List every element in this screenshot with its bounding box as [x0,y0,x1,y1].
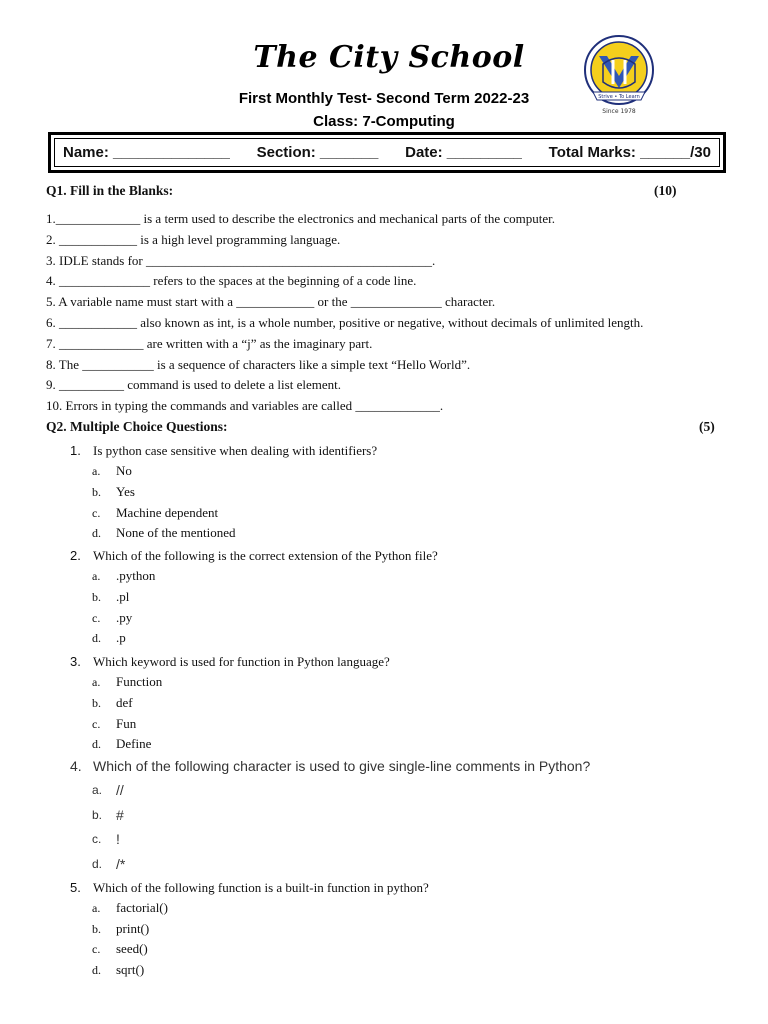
mcq-question: Is python case sensitive when dealing with identifiers? [93,443,378,458]
fill-item-2: 2. ____________ is a high level programming language. [46,231,341,247]
fill-item-5: 5. A variable name must start with a ____________ or the ______________ character. [46,294,496,310]
option-text: Machine dependent [116,504,219,520]
mcq-4 [70,754,590,876]
fill-item-7: 7. _____________ are written with a “j” as the imaginary part. [46,335,373,351]
q1-marks: (10) [654,183,677,198]
option-letter: d. [92,856,103,871]
fill-item-10: 10. Errors in typing the commands and variables are called _____________. [46,398,444,414]
option-text: # [116,806,124,823]
option-letter: d. [92,526,101,541]
mcq-3 [70,651,390,755]
section-field[interactable]: Section: _______ [256,144,379,161]
option-letter: a. [92,901,101,915]
option-letter: c. [92,610,101,625]
q2-marks: (5) [699,419,715,434]
option-text: No [116,463,132,478]
option-text: seed() [116,941,148,956]
option-letter: b. [92,807,103,822]
option-text: Define [116,736,152,752]
mcq-number: 1. [70,443,81,458]
date-field[interactable]: Date: _________ [405,144,522,161]
fill-blanks-list [46,209,736,417]
option-text: def [116,694,133,710]
fill-item-3: 3. IDLE stands for ____________________________________________. [46,252,436,268]
fill-item-6: 6. ____________ also known as int, is a whole number, positive or negative, without decimals of unlimited length. [46,314,644,330]
option-letter: c. [92,832,102,846]
option-letter: c. [92,505,101,520]
option-text: Function [116,674,163,689]
option-text: .p [116,630,126,646]
class-title: Class: 7-Computing [313,113,455,130]
option-text: .pl [116,588,130,604]
logo-motto: Strive • To Learn [598,94,640,100]
option-text: Yes [116,483,135,499]
q1-heading: Q1. Fill in the Blanks: [46,183,174,198]
mcq-2 [70,545,438,649]
option-letter: d. [92,631,101,646]
mcq-number: 2. [70,548,81,563]
option-letter: b. [92,695,101,710]
mcq-1 [70,440,377,544]
option-letter: a. [92,675,101,689]
option-text: print() [116,920,150,936]
fill-item-1: 1._____________ is a term used to describe the electronics and mechanical parts of the computer. [46,211,556,226]
option-letter: b. [92,589,101,604]
student-info-box [48,132,726,173]
option-text: /* [116,855,126,872]
option-text: ! [116,831,120,847]
option-letter: d. [92,962,101,977]
option-text: factorial() [116,900,168,915]
fill-item-8: 8. The ___________ is a sequence of characters like a simple text “Hello World”. [46,356,471,372]
name-field[interactable]: Name: ______________ [63,144,230,161]
option-letter: b. [92,921,101,936]
option-text: sqrt() [116,961,145,977]
school-name: The City School [253,40,525,75]
option-letter: b. [92,484,101,499]
option-text: .py [116,609,133,625]
mcq-question: Which of the following is the correct extension of the Python file? [93,548,438,563]
option-letter: c. [92,942,101,956]
q2-heading: Q2. Multiple Choice Questions: [46,419,228,434]
mcq-question: Which of the following character is used to give single-line comments in Python? [93,758,591,774]
school-logo-icon [583,34,655,118]
fill-item-9: 9. __________ command is used to delete a list element. [46,377,341,393]
test-title: First Monthly Test- Second Term 2022-23 [238,90,530,107]
option-letter: d. [92,737,101,752]
option-text: Fun [116,715,137,731]
option-text: .python [116,568,156,583]
total-marks-field[interactable]: Total Marks: ______/30 [548,144,711,161]
mcq-number: 4. [70,758,82,774]
mcq-question: Which keyword is used for function in Python language? [93,654,390,669]
option-letter: a. [92,783,103,797]
fill-item-4: 4. ______________ refers to the spaces at the beginning of a code line. [46,273,417,289]
option-letter: c. [92,716,101,731]
option-text: // [116,782,124,798]
mcq-question: Which of the following function is a built-in function in python? [93,880,429,895]
option-letter: a. [92,464,101,478]
mcq-number: 5. [70,880,81,895]
option-letter: a. [92,569,101,583]
mcq-5 [70,877,429,980]
mcq-number: 3. [70,654,81,669]
option-text: None of the mentioned [116,525,236,541]
logo-since: Since 1978 [602,108,636,115]
